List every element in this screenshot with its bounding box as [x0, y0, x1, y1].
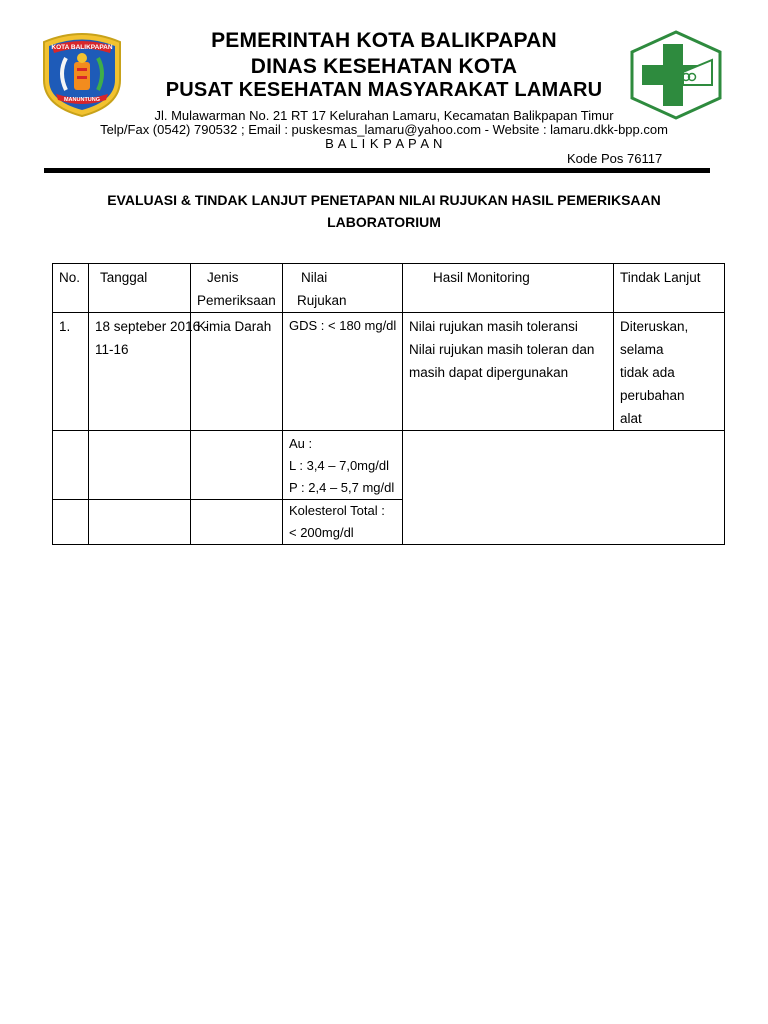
header-city: B A L I K P A P A N [325, 136, 443, 151]
table-header-row [53, 264, 725, 313]
header-hasil-monitoring: Hasil Monitoring [433, 270, 530, 285]
row1-no: 1. [59, 319, 71, 334]
row1-jenis: Kimia Darah [197, 319, 272, 334]
document-title-line-1: EVALUASI & TINDAK LANJUT PENETAPAN NILAI RUJUKAN HASIL PEMERIKSAAN [107, 192, 661, 208]
header-puskesmas: PUSAT KESEHATAN MASYARAKAT LAMARU [165, 79, 603, 101]
evaluation-table [52, 263, 725, 545]
header-postal-code: Kode Pos 76117 [567, 151, 663, 166]
document-title-line-2: LABORATORIUM [327, 214, 441, 230]
merged-empty-cell [403, 431, 725, 545]
crest-bottom-text: MANUNTUNG [63, 97, 101, 103]
header-contact: Telp/Fax (0542) 790532 ; Email : puskesmas_lamaru@yahoo.com - Website : lamaru.dkk-bpp.com [100, 122, 668, 137]
header-divider [44, 168, 710, 173]
header-nilai-rujukan: Nilai Rujukan [297, 270, 347, 308]
header-department: DINAS KESEHATAN KOTA [250, 55, 518, 78]
row1-tindak: Diteruskan, selama tidak ada perubahan alat [620, 319, 689, 426]
header-tanggal: Tanggal [100, 270, 148, 285]
header-jenis-pemeriksaan: Jenis Pemeriksaan [197, 270, 276, 308]
header-no: No. [59, 270, 81, 285]
header-address: Jl. Mulawarman No. 21 RT 17 Kelurahan Lamaru, Kecamatan Balikpapan Timur [154, 108, 614, 123]
header-government: PEMERINTAH KOTA BALIKPAPAN [211, 29, 557, 52]
table-row [53, 431, 725, 500]
table-row [53, 313, 725, 431]
row1-tanggal: 18 septeber 2016 - 11-16 [95, 319, 209, 357]
row2-nilai: Au : L : 3,4 – 7,0mg/dl P : 2,4 – 5,7 mg/dl [289, 436, 395, 495]
row1-hasil: Nilai rujukan masih toleransi Nilai rujukan masih toleran dan masih dapat dipergunakan [409, 319, 595, 380]
crest-top-text: KOTA BALIKPAPAN [51, 44, 113, 51]
row1-nilai: GDS : < 180 mg/dl [289, 318, 397, 333]
header-tindak-lanjut: Tindak Lanjut [620, 270, 701, 285]
row3-nilai: Kolesterol Total : < 200mg/dl [289, 503, 385, 540]
